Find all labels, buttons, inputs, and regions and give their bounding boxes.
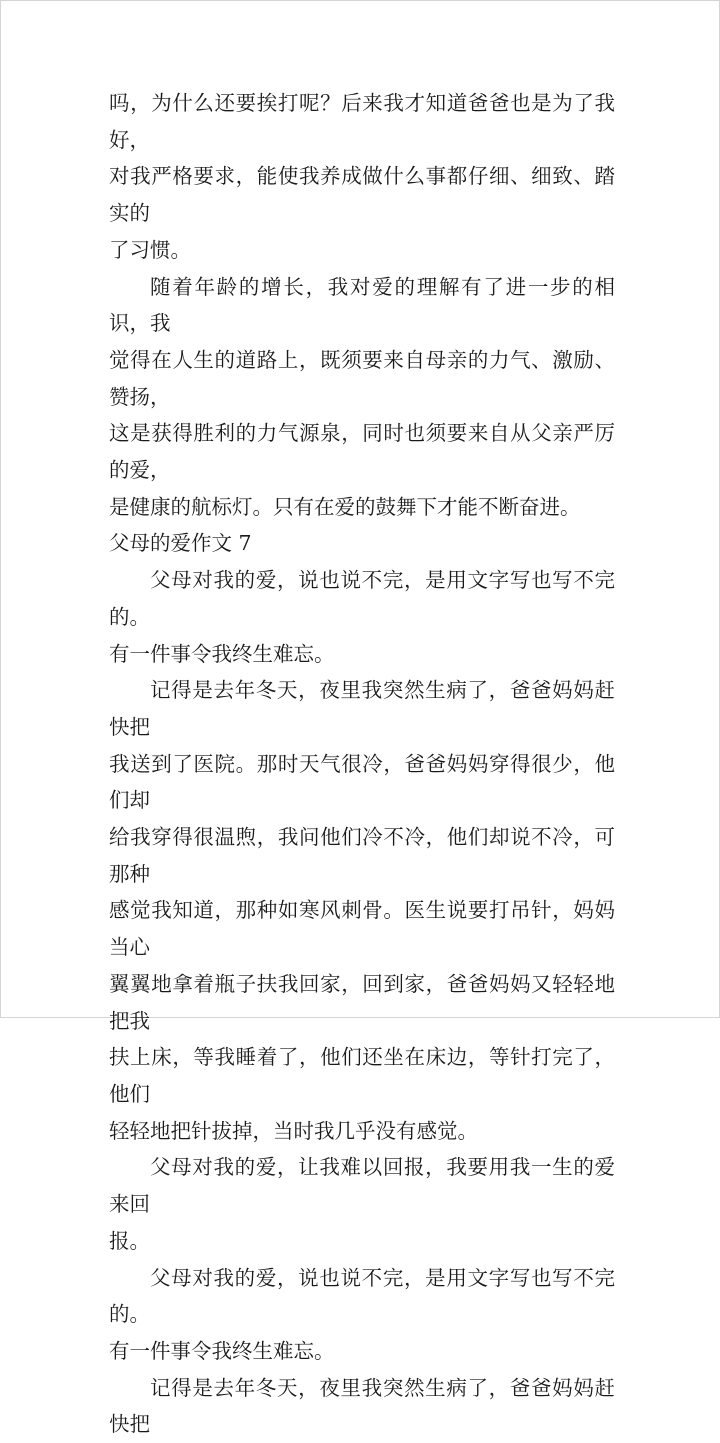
- paragraph: 吗，为什么还要挨打呢？后来我才知道爸爸也是为了我好， 对我严格要求，能使我养成做什么事都仔细、细致、踏实的 了习惯。: [109, 91, 615, 262]
- document-body: [109, 85, 615, 1443]
- paragraph: 父母对我的爱，说也说不完，是用文字写也写不完的。 有一件事令我终生难忘。: [109, 1265, 615, 1363]
- paragraph: 随着年龄的增长，我对爱的理解有了进一步的相识，我 觉得在人生的道路上，既须要来自母亲的力气、激励、赞扬， 这是获得胜利的力气源泉，同时也须要来自从父亲严厉的爱， 是健康的航标灯。只有在爱的鼓舞下才能不断奋进。: [109, 274, 615, 519]
- paragraph: 父母对我的爱，说也说不完，是用文字写也写不完的。 有一件事令我终生难忘。: [109, 568, 615, 666]
- paragraph: 记得是去年冬天，夜里我突然生病了，爸爸妈妈赶快把: [109, 1375, 615, 1437]
- section-heading: 父母的爱作文 7: [109, 531, 252, 556]
- paragraph: 父母对我的爱，让我难以回报，我要用我一生的爱来回 报。: [109, 1155, 615, 1253]
- paragraph: 记得是去年冬天，夜里我突然生病了，爸爸妈妈赶快把 我送到了医院。那时天气很冷，爸爸妈妈穿得很少，他们却 给我穿得很温煦，我问他们冷不冷，他们却说不冷，可那种 感觉我知道，那种如寒风刺骨。医生说要打吊针，妈妈当心 翼翼地拿着瓶子扶我回家，回到家，爸爸妈妈又轻轻地把我 扶上床，等我睡着了，他们还坐在床边，等针打完了，他们 轻轻地把针拔掉，当时我几乎没有感觉。: [109, 678, 615, 1143]
